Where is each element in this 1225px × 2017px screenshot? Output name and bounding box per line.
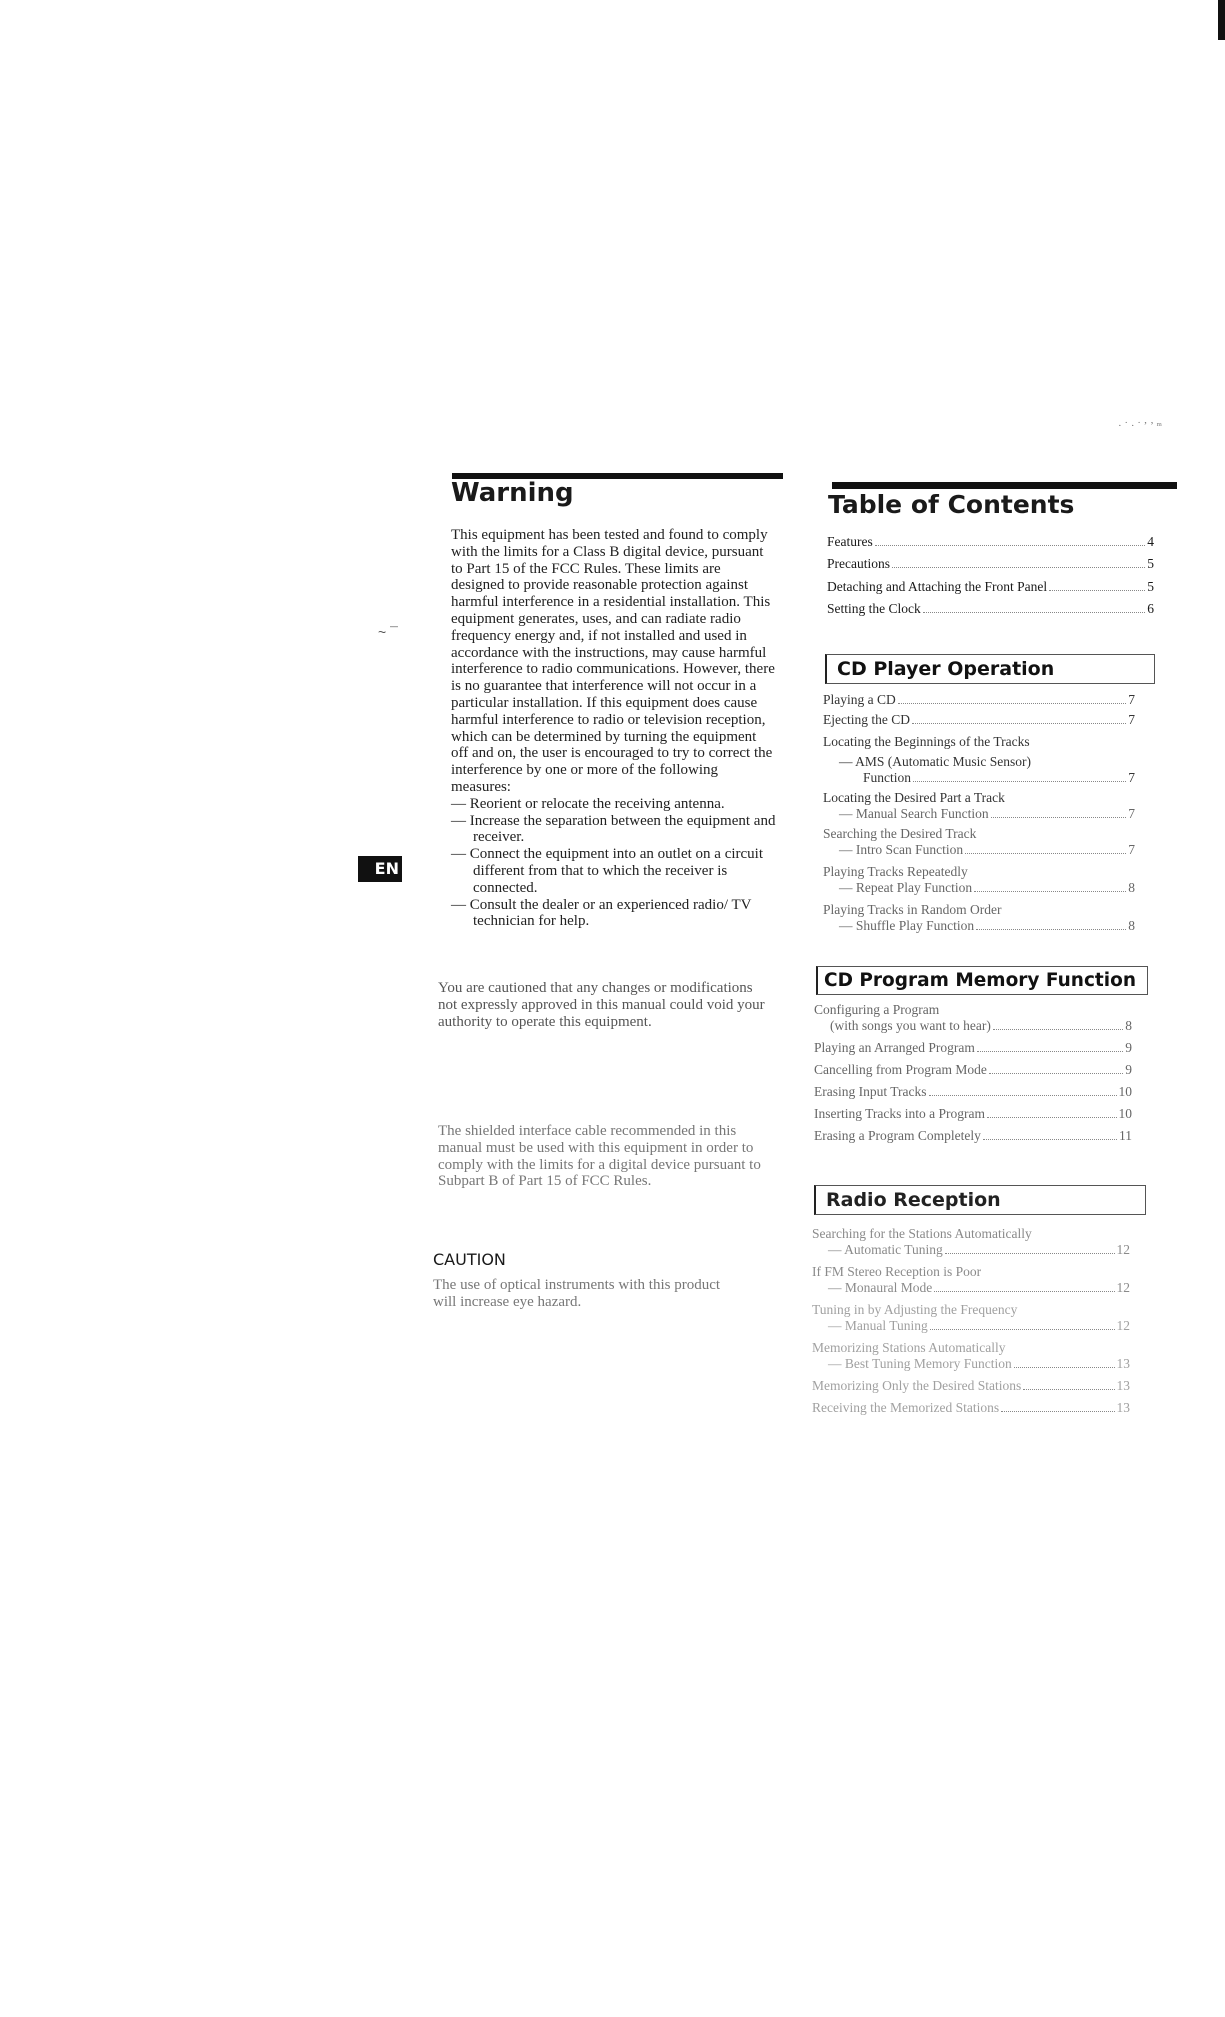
- toc-row[interactable]: [814, 1106, 1132, 1122]
- toc-row[interactable]: [812, 1226, 1130, 1242]
- toc-label: Features: [827, 534, 873, 549]
- toc-page: 7: [1128, 842, 1135, 857]
- toc-page: 13: [1116, 1356, 1130, 1371]
- toc-page: 7: [1128, 770, 1135, 785]
- toc-label: — Automatic Tuning: [828, 1242, 943, 1257]
- toc-page: 10: [1118, 1084, 1132, 1099]
- language-badge: EN: [358, 856, 402, 882]
- toc-row[interactable]: [823, 864, 1135, 880]
- toc-label: Configuring a Program: [814, 1002, 940, 1017]
- toc-label: — AMS (Automatic Music Sensor): [839, 754, 1031, 769]
- toc-label: Searching for the Stations Automatically: [812, 1226, 1032, 1241]
- toc-label: (with songs you want to hear): [830, 1018, 991, 1033]
- toc-row[interactable]: [814, 1128, 1132, 1144]
- toc-row[interactable]: [823, 754, 1135, 770]
- caution-text: The use of optical instruments with this product will increase eye hazard.: [433, 1277, 721, 1310]
- toc-row[interactable]: [812, 1318, 1130, 1334]
- toc-row[interactable]: [812, 1264, 1130, 1280]
- toc-label: — Repeat Play Function: [839, 880, 973, 895]
- toc-row[interactable]: [812, 1242, 1130, 1258]
- toc-leader: [913, 781, 1126, 782]
- toc-row[interactable]: [823, 806, 1135, 822]
- toc-row[interactable]: [812, 1378, 1130, 1394]
- toc-page: 12: [1116, 1242, 1130, 1257]
- toc-row[interactable]: [812, 1302, 1130, 1318]
- toc-page: 13: [1116, 1378, 1130, 1393]
- toc-leader: [983, 1139, 1117, 1140]
- warning-measure-4: — Consult the dealer or an experienced radio/ TV technician for help.: [451, 896, 752, 930]
- toc-label: — Best Tuning Memory Function: [828, 1356, 1012, 1371]
- toc-label: — Manual Search Function: [839, 806, 989, 821]
- toc-row[interactable]: [823, 918, 1135, 934]
- toc-row[interactable]: [823, 712, 1135, 728]
- toc-label: Precautions: [827, 556, 890, 571]
- toc-page: 13: [1116, 1400, 1130, 1415]
- toc-label: Setting the Clock: [827, 601, 921, 616]
- scribble-mark: · ˙ · ˙ ʼ ʼ ᵐ: [1118, 420, 1162, 432]
- toc-top-rule: [832, 482, 1177, 489]
- toc-row[interactable]: [823, 880, 1135, 896]
- toc-leader: [993, 1029, 1123, 1030]
- toc-row[interactable]: [823, 692, 1135, 708]
- toc-label: — Shuffle Play Function: [839, 918, 975, 933]
- toc-row[interactable]: [812, 1280, 1130, 1296]
- toc-label: Locating the Desired Part a Track: [823, 790, 1005, 805]
- toc-section-cd-player[interactable]: CD Player Operation: [825, 654, 1155, 684]
- toc-leader: [898, 703, 1127, 704]
- caution-title: CAUTION: [433, 1250, 506, 1269]
- toc-leader: [977, 1051, 1123, 1052]
- toc-row[interactable]: [823, 826, 1135, 842]
- toc-row[interactable]: [823, 842, 1135, 858]
- toc-page: 6: [1147, 601, 1154, 616]
- toc-leader: [1049, 590, 1145, 591]
- warning-paragraph-1: This equipment has been tested and found to comply with the limits for a Class B digital device, pursuant to Part 15 of the FCC Rules. These limits are designed to provide reasonable protection against harmful interference in a residential installation. This equipment generates, uses, and can radiate radio frequency energy and, if not installed and used in accordance with the instructions, may cause harmful interference to radio communications. However, there is no guarantee that interference will not occur in a particular installation. If this equipment does cause harmful interference to radio or television reception, which can be determined by turning the equipment off and on, the user is encouraged to try to correct the interference by one or more of the following measures:: [451, 527, 775, 795]
- toc-label: Function: [863, 770, 912, 785]
- toc-page: 9: [1125, 1062, 1132, 1077]
- toc-leader: [976, 929, 1126, 930]
- toc-leader: [974, 891, 1126, 892]
- warning-measure-3: — Connect the equipment into an outlet on a circuit different from that to which the receiver is connected.: [451, 846, 764, 896]
- toc-row[interactable]: [823, 790, 1135, 806]
- toc-leader: [929, 1095, 1117, 1096]
- toc-leader: [930, 1329, 1115, 1330]
- toc-label: — Intro Scan Function: [839, 842, 964, 857]
- toc-leader: [965, 853, 1126, 854]
- toc-label: Erasing Input Tracks: [814, 1084, 927, 1099]
- toc-row[interactable]: [814, 1018, 1132, 1034]
- toc-leader: [912, 723, 1126, 724]
- toc-row[interactable]: [823, 902, 1135, 918]
- toc-page: 12: [1116, 1318, 1130, 1333]
- toc-section-program-memory[interactable]: CD Program Memory Function: [816, 966, 1148, 995]
- toc-section-radio-reception[interactable]: Radio Reception: [814, 1185, 1146, 1215]
- toc-leader: [923, 612, 1146, 613]
- toc-row-clock[interactable]: [827, 601, 1154, 617]
- toc-leader: [987, 1117, 1117, 1118]
- toc-leader: [1001, 1411, 1114, 1412]
- toc-page: 8: [1128, 880, 1135, 895]
- toc-label: Locating the Beginnings of the Tracks: [823, 734, 1030, 749]
- toc-row[interactable]: [814, 1040, 1132, 1056]
- toc-page: 9: [1125, 1040, 1132, 1055]
- toc-row[interactable]: [823, 734, 1135, 750]
- warning-paragraph-3: The shielded interface cable recommended in this manual must be used with this equipment in order to comply with the limits for a digital device pursuant to Subpart B of Part 15 of FCC Rules.: [438, 1123, 761, 1190]
- toc-label: Ejecting the CD: [823, 712, 910, 727]
- toc-page: 7: [1128, 692, 1135, 707]
- warning-title: Warning: [451, 478, 574, 508]
- toc-row[interactable]: [812, 1400, 1130, 1416]
- warning-measure-2: — Increase the separation between the equipment and receiver.: [451, 812, 776, 846]
- toc-page: 7: [1128, 806, 1135, 821]
- toc-label: Playing Tracks Repeatedly: [823, 864, 968, 879]
- toc-page: 12: [1116, 1280, 1130, 1295]
- toc-leader: [934, 1291, 1114, 1292]
- toc-row-features[interactable]: [827, 534, 1154, 550]
- toc-row[interactable]: [814, 1084, 1132, 1100]
- toc-page: 7: [1128, 712, 1135, 727]
- toc-label: Memorizing Stations Automatically: [812, 1340, 1006, 1355]
- toc-label: — Monaural Mode: [828, 1280, 933, 1295]
- warning-body: [451, 527, 777, 930]
- toc-leader: [989, 1073, 1123, 1074]
- toc-label: If FM Stereo Reception is Poor: [812, 1264, 982, 1279]
- toc-row[interactable]: [814, 1002, 1132, 1018]
- toc-page: 8: [1125, 1018, 1132, 1033]
- toc-row[interactable]: [812, 1340, 1130, 1356]
- toc-label: Erasing a Program Completely: [814, 1128, 981, 1143]
- toc-page: 10: [1118, 1106, 1132, 1121]
- toc-page: 5: [1147, 556, 1154, 571]
- toc-label: Playing Tracks in Random Order: [823, 902, 1002, 917]
- toc-label: Tuning in by Adjusting the Frequency: [812, 1302, 1018, 1317]
- toc-page: 8: [1128, 918, 1135, 933]
- margin-mark: ~ ¯: [378, 624, 398, 640]
- toc-row[interactable]: [812, 1356, 1130, 1372]
- toc-page: 11: [1119, 1128, 1132, 1143]
- toc-leader: [875, 545, 1146, 546]
- toc-row[interactable]: [823, 770, 1135, 786]
- toc-label: Playing a CD: [823, 692, 896, 707]
- warning-paragraph-2: You are cautioned that any changes or modifications not expressly approved in this manual could void your authority to operate this equipment.: [438, 980, 765, 1030]
- toc-label: Inserting Tracks into a Program: [814, 1106, 985, 1121]
- corner-mark: [1218, 0, 1225, 40]
- toc-leader: [1014, 1367, 1115, 1368]
- warning-measure-1: — Reorient or relocate the receiving antenna.: [451, 795, 725, 812]
- toc-label: Cancelling from Program Mode: [814, 1062, 987, 1077]
- toc-leader: [892, 567, 1145, 568]
- toc-label: Detaching and Attaching the Front Panel: [827, 579, 1048, 594]
- toc-label: Playing an Arranged Program: [814, 1040, 975, 1055]
- toc-leader: [1023, 1389, 1114, 1390]
- toc-row-precautions[interactable]: [827, 556, 1154, 572]
- toc-leader: [991, 817, 1127, 818]
- toc-label: Searching the Desired Track: [823, 826, 977, 841]
- toc-row-front-panel[interactable]: [827, 579, 1154, 595]
- toc-label: Receiving the Memorized Stations: [812, 1400, 1000, 1415]
- toc-page: 4: [1147, 534, 1154, 549]
- toc-label: Memorizing Only the Desired Stations: [812, 1378, 1022, 1393]
- toc-row[interactable]: [814, 1062, 1132, 1078]
- toc-title: Table of Contents: [828, 490, 1075, 519]
- toc-leader: [945, 1253, 1115, 1254]
- toc-label: — Manual Tuning: [828, 1318, 928, 1333]
- toc-page: 5: [1147, 579, 1154, 594]
